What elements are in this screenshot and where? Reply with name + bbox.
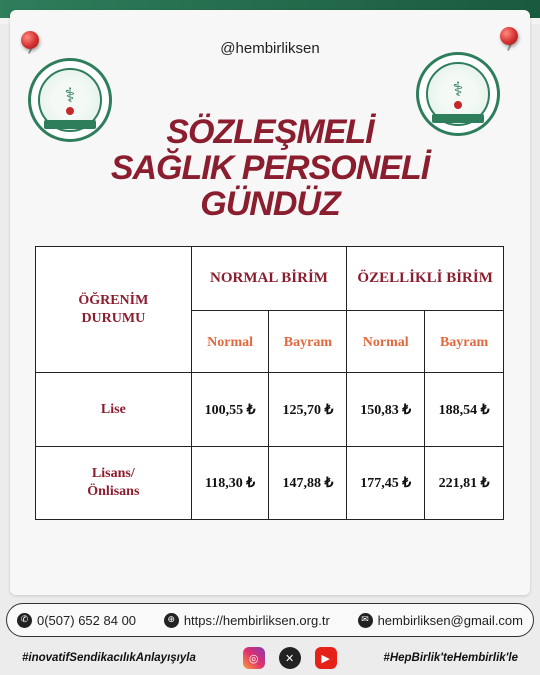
education-header-cell	[36, 247, 192, 373]
caduceus-icon: ⚕	[452, 77, 464, 101]
value-cell-text: 221,81 ₺	[438, 476, 490, 491]
value-cell-text: 177,45 ₺	[360, 476, 412, 491]
title-line-3: GÜNDÜZ	[200, 185, 340, 223]
subheader-normal-1: Normal	[207, 334, 254, 350]
row-label-lise: Lise	[100, 402, 126, 417]
instagram-icon[interactable]: ◎	[243, 647, 265, 669]
education-header: ÖĞRENİM DURUMU	[78, 292, 149, 326]
title-line-1: SÖZLEŞMELİ	[166, 113, 374, 151]
value-cell	[191, 373, 269, 447]
group-header-normal: NORMAL BİRİM	[210, 270, 328, 286]
value-cell	[425, 447, 504, 520]
subheader-bayram-2: Bayram	[439, 334, 489, 350]
title-line-2: SAĞLIK PERSONELİ	[110, 149, 430, 187]
footer	[0, 641, 540, 675]
value-cell	[191, 447, 269, 520]
value-cell	[425, 373, 504, 447]
hashtag-left: #inovatifSendikacılıkAnlayışıyla	[22, 652, 196, 664]
value-cell-text: 147,88 ₺	[282, 476, 334, 491]
mail-icon: ✉	[358, 613, 373, 628]
value-cell-text: 118,30 ₺	[205, 476, 256, 491]
value-cell-text: 125,70 ₺	[282, 402, 334, 418]
social-handle: @hembirliksen	[220, 40, 320, 57]
contact-website[interactable]	[164, 613, 330, 628]
hashtag-right: #HepBirlik'teHembirlik'le	[383, 652, 518, 664]
phone-icon: ✆	[17, 613, 32, 628]
subheader-cell	[191, 311, 269, 373]
contact-phone[interactable]	[17, 613, 136, 628]
website-url: https://hembirliksen.org.tr	[183, 612, 330, 628]
contact-email[interactable]	[358, 613, 523, 628]
table-row	[36, 373, 504, 447]
phone-number: 0(507) 652 84 00	[37, 612, 137, 628]
x-icon[interactable]: ✕	[279, 647, 301, 669]
subheader-cell	[347, 311, 425, 373]
value-cell-text: 150,83 ₺	[360, 402, 412, 418]
subheader-normal-2: Normal	[362, 334, 409, 350]
subheader-cell	[269, 311, 347, 373]
logo-red-dot	[454, 101, 462, 109]
group-header-special: ÖZELLİKLİ BİRİM	[357, 270, 493, 286]
subheader-cell	[425, 311, 504, 373]
caduceus-icon: ⚕	[64, 83, 76, 107]
youtube-icon[interactable]: ▶	[315, 647, 337, 669]
value-cell	[347, 373, 425, 447]
row-label-cell	[36, 447, 192, 520]
value-cell	[269, 447, 347, 520]
value-cell	[269, 373, 347, 447]
table-row	[36, 447, 504, 520]
social-icons	[243, 647, 337, 669]
value-cell-text: 188,54 ₺	[438, 402, 490, 418]
group-header-special-cell	[347, 247, 504, 311]
row-label-cell	[36, 373, 192, 447]
value-cell	[347, 447, 425, 520]
row-label-lisans: Lisans/ Önlisans	[87, 466, 140, 499]
subheader-bayram-1: Bayram	[283, 334, 332, 350]
pay-rate-table	[35, 246, 504, 520]
globe-icon: ⊕	[164, 613, 179, 628]
contact-bar	[6, 603, 534, 637]
email-address: hembirliksen@gmail.com	[377, 612, 523, 628]
group-header-normal-cell	[191, 247, 347, 311]
value-cell-text: 100,55 ₺	[204, 402, 256, 418]
